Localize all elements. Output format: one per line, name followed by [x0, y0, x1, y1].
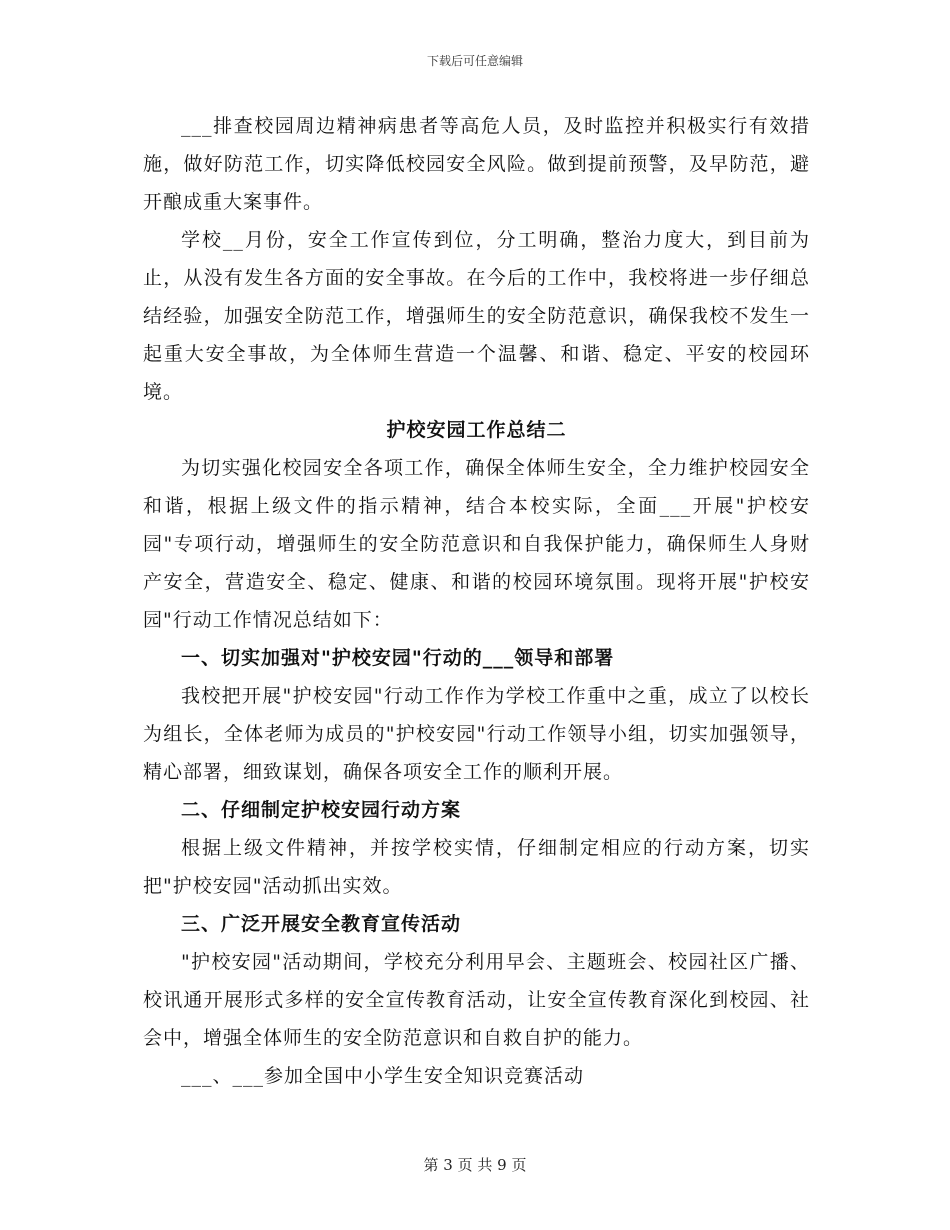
page-number-footer: 第 3 页 共 9 页 — [423, 1156, 527, 1174]
paragraph-7: ___、___参加全国中小学生安全知识竞赛活动 — [181, 1065, 585, 1087]
paragraph-6: "护校安园"活动期间，学校充分利用早会、主题班会、校园社区广播、校讯通开展形式多样的安全宣传教育活动，让安全宣传教育深化到校园、社会中，增强全体师生的安全防范意识和自救自护的能力。 — [143, 951, 810, 1049]
section-title: 护校安园工作总结二 — [386, 419, 567, 441]
heading-3: 三、广泛开展安全教育宣传活动 — [181, 913, 462, 935]
paragraph-3: 为切实强化校园安全各项工作，确保全体师生安全，全力维护校园安全和谐，根据上级文件的指示精神，结合本校实际，全面___开展"护校安园"专项行动，增强师生的安全防范意识和自我保护能力，确保师生人身财产安全，营造安全、稳定、健康、和谐的校园环境氛围。现将开展"护校安园"行动工作情况总结如下： — [143, 457, 810, 631]
paragraph-4: 我校把开展"护校安园"行动工作作为学校工作重中之重，成立了以校长为组长，全体老师为成员的"护校安园"行动工作领导小组，切实加强领导，精心部署，细致谋划，确保各项安全工作的顺利开展。 — [143, 685, 810, 783]
heading-1: 一、切实加强对"护校安园"行动的___领导和部署 — [181, 647, 615, 669]
document-body — [143, 107, 810, 1095]
page-header-note: 下载后可任意编辑 — [426, 54, 523, 68]
paragraph-2: 学校__月份，安全工作宣传到位，分工明确，整治力度大，到目前为止，从没有发生各方面的安全事故。在今后的工作中，我校将进一步仔细总结经验，加强安全防范工作，增强师生的安全防范意识，确保我校不发生一起重大安全事故，为全体师生营造一个温馨、和谐、稳定、平安的校园环境。 — [143, 229, 810, 403]
paragraph-1: ___排查校园周边精神病患者等高危人员，及时监控并积极实行有效措施，做好防范工作，切实降低校园安全风险。做到提前预警，及早防范，避开酿成重大案事件。 — [143, 115, 810, 213]
heading-2: 二、仔细制定护校安园行动方案 — [181, 799, 462, 821]
paragraph-5: 根据上级文件精神，并按学校实情，仔细制定相应的行动方案，切实把"护校安园"活动抓出实效。 — [143, 837, 810, 897]
